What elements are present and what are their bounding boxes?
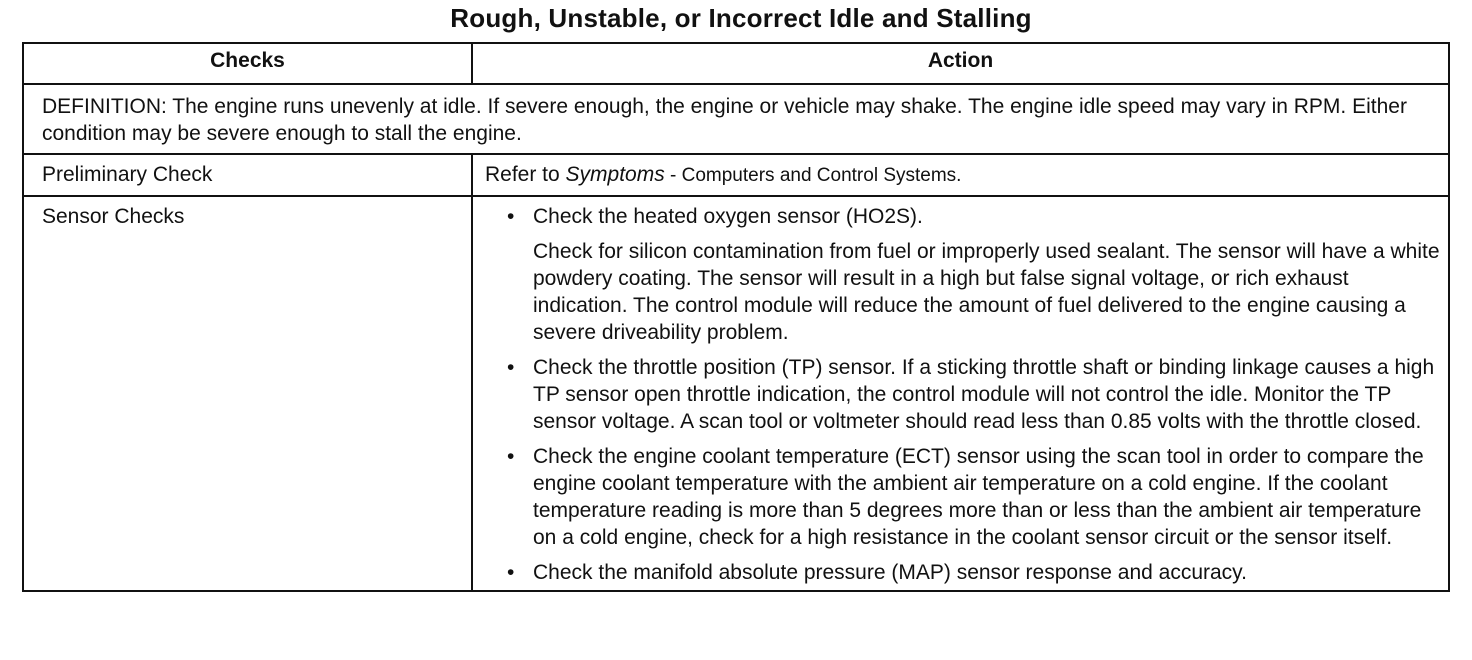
preliminary-action (472, 154, 1449, 196)
preliminary-row (23, 154, 1449, 196)
bullet-icon: • (507, 205, 515, 228)
ho2s-detail-text: Check for silicon contamination from fuel or improperly used sealant. The sensor will have a white powdery coating. The sensor will result in a high but false signal voltage, or rich exhaust indication. The control module will reduce the amount of fuel delivered to the engine causing a severe driveability problem. (533, 240, 1440, 344)
list-item-map-sensor (485, 559, 1440, 586)
bullet-icon: • (507, 561, 515, 584)
ho2s-check-text: Check the heated oxygen sensor (HO2S). (533, 205, 923, 228)
header-row (23, 43, 1449, 84)
ect-sensor-check-text: Check the engine coolant temperature (ECT) sensor using the scan tool in order to compare the engine coolant temperature with the ambient air temperature on a cold engine. If the coolant temperature reading is more than 5 degrees more than or less than the ambient air temperature on a cold engine, check for a high resistance in the coolant sensor circuit or the sensor itself. (533, 445, 1424, 549)
tp-sensor-check-text: Check the throttle position (TP) sensor. If a sticking throttle shaft or binding linkage causes a high TP sensor open throttle indication, the control module will not control the idle. Monitor the TP sensor voltage. A scan tool or voltmeter should read less than 0.85 volts with the throttle closed. (533, 356, 1435, 433)
sensor-actions (472, 196, 1449, 591)
definition-text: DEFINITION: The engine runs unevenly at idle. If severe enough, the engine or vehicle may shake. The engine idle speed may vary in RPM. Either condition may be severe enough to stall the engine. (23, 84, 1449, 154)
sensor-check-list (485, 203, 1440, 586)
sensor-checks-label: Sensor Checks (23, 196, 472, 591)
diagnostic-table (22, 42, 1450, 592)
bullet-icon: • (507, 445, 515, 468)
list-item-tp-sensor (485, 354, 1440, 435)
checks-header: Checks (23, 43, 472, 84)
bullet-icon: • (507, 356, 515, 379)
preliminary-action-prefix: Refer to (485, 163, 566, 186)
document-title: Rough, Unstable, or Incorrect Idle and Stalling (450, 3, 1032, 33)
action-header: Action (472, 43, 1449, 84)
list-item-ect-sensor (485, 443, 1440, 551)
symptoms-reference: Symptoms (565, 163, 665, 186)
list-item-ho2s (485, 203, 1440, 346)
sensor-row (23, 196, 1449, 591)
preliminary-check-label: Preliminary Check (23, 154, 472, 196)
definition-row (23, 84, 1449, 154)
map-sensor-check-text: Check the manifold absolute pressure (MAP) sensor response and accuracy. (533, 561, 1247, 584)
preliminary-action-suffix: - Computers and Control Systems. (664, 165, 962, 186)
